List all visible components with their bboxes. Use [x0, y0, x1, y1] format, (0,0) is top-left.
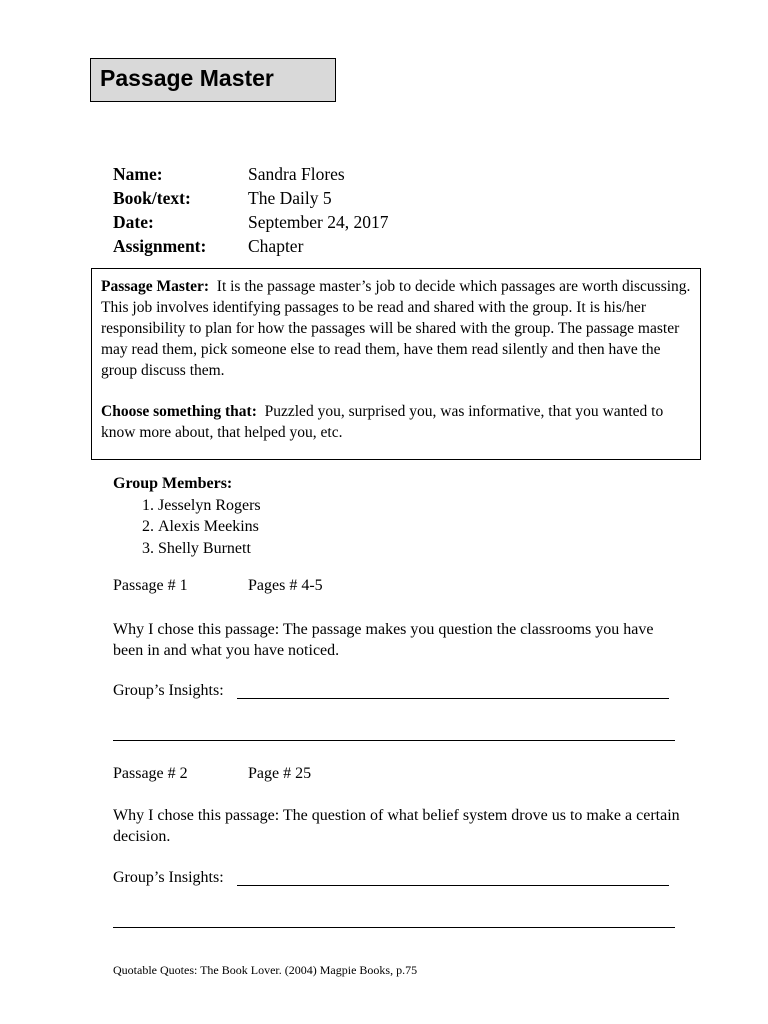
list-item: 2. Alexis Meekins: [158, 516, 261, 538]
role-description-box: [91, 268, 701, 460]
passage-2-pages: Page # 25: [248, 765, 312, 782]
assignment-label: Assignment:: [113, 236, 207, 256]
choose-text: Puzzled you, surprised you, was informative, that you wanted to know more about, that helped you, etc.: [101, 403, 664, 441]
passage-2-why: Why I chose this passage: The question of what belief system drove us to make a certain decision.: [113, 807, 680, 845]
role-label: Passage Master:: [101, 278, 210, 295]
choose-label: Choose something that:: [101, 403, 257, 420]
passage-1-insights-line-2[interactable]: [113, 740, 675, 741]
passage-2-number: Passage # 2: [113, 765, 188, 782]
book-label: Book/text:: [113, 188, 191, 208]
name-value: Sandra Flores: [248, 164, 345, 184]
passage-1-insights-label: Group’s Insights:: [113, 682, 224, 699]
info-row-date: [113, 212, 388, 233]
passage-2-insights-line-2[interactable]: [113, 927, 675, 928]
role-description: [101, 276, 692, 381]
passage-2-insights-label: Group’s Insights:: [113, 869, 224, 886]
assignment-value: Chapter: [248, 236, 304, 256]
info-row-book: [113, 188, 332, 209]
title-box: [90, 58, 336, 102]
list-item: 3. Shelly Burnett: [158, 538, 261, 560]
passage-1-why: Why I chose this passage: The passage makes you question the classrooms you have been in and what you have noticed.: [113, 621, 654, 659]
group-members-list: [113, 495, 261, 560]
group-members: [113, 473, 261, 559]
info-row-assignment: [113, 236, 303, 257]
date-label: Date:: [113, 212, 154, 232]
passage-1-number: Passage # 1: [113, 577, 188, 594]
name-label: Name:: [113, 164, 163, 184]
passage-2-insights-line-1[interactable]: [237, 885, 669, 886]
passage-1-insights-line-1[interactable]: [237, 698, 669, 699]
book-value: The Daily 5: [248, 188, 332, 208]
footer-citation: Quotable Quotes: The Book Lover. (2004) Magpie Books, p.75: [113, 963, 418, 977]
choose-description: [101, 401, 692, 443]
role-text: It is the passage master’s job to decide which passages are worth discussing. This job involves identifying passages to be read and shared with the group. It is his/her responsibility to plan for how the passages will be shared with the group. The passage master may read them, pick someone else to read them, have them read silently and then have the group discuss them.: [101, 278, 691, 379]
info-row-name: [113, 164, 345, 185]
date-value: September 24, 2017: [248, 212, 389, 232]
page-title: Passage Master: [100, 65, 274, 91]
list-item: 1. Jesselyn Rogers: [158, 495, 261, 517]
passage-1-pages: Pages # 4-5: [248, 577, 323, 594]
group-members-heading: Group Members:: [113, 475, 233, 492]
